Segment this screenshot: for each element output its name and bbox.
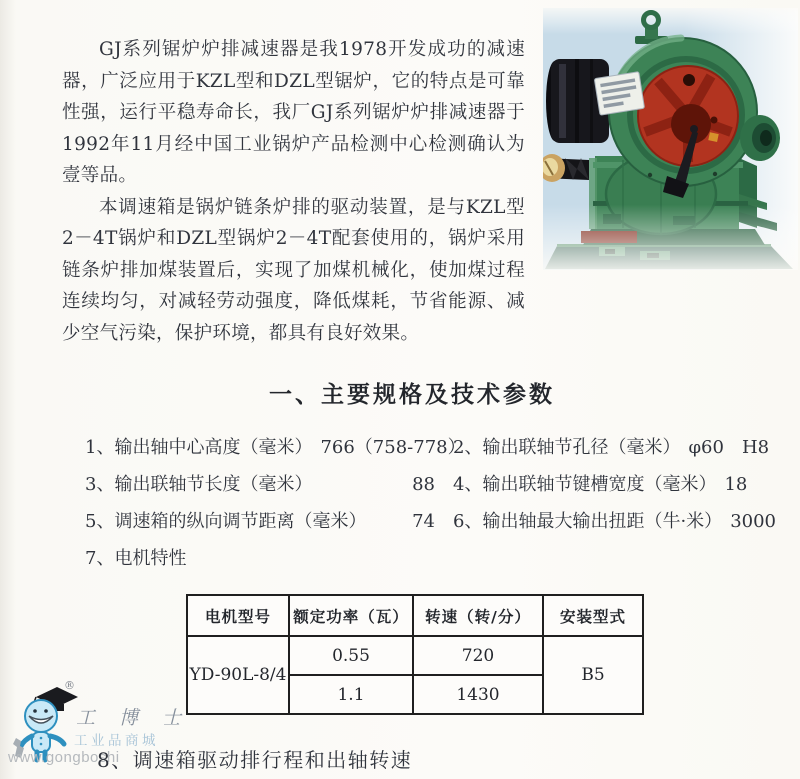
spec-value: 18	[724, 474, 748, 495]
header-mount-type: 安装型式	[543, 595, 643, 636]
footnote-line: 8、调速箱驱动排行程和出轴转速	[97, 748, 413, 772]
registered-mark: ®	[64, 679, 75, 692]
spec-label: 7、电机特性	[85, 548, 187, 569]
spec-value: 88	[412, 474, 435, 495]
cell-mount-type: B5	[543, 636, 643, 714]
spec-label: 4、输出联轴节键槽宽度（毫米）	[453, 474, 717, 495]
header-speed: 转速（转/分）	[413, 595, 543, 636]
spec-item-3	[85, 473, 435, 497]
table-header-row	[187, 595, 643, 636]
intro-paragraph-2: 本调速箱是锅炉链条炉排的驱动装置，是与KZL型2－4T锅炉和DZL型锅炉2－4T配套使用的，锅炉采用链条炉排加煤装置后，实现了加煤机械化，使加煤过程连续均匀，对减轻劳动强度，降低煤耗，节省能源、减少空气污染，保护环境，都具有良好效果。	[62, 196, 525, 344]
cell-power-1: 0.55	[289, 636, 413, 675]
table-row	[187, 636, 643, 675]
spec-label: 6、输出轴最大输出扭距（牛·米）	[453, 511, 723, 532]
spec-item-6	[453, 510, 776, 534]
spec-value: 74	[412, 511, 435, 532]
spec-item-2	[453, 436, 770, 460]
spec-label: 2、输出联轴节孔径（毫米）	[453, 437, 681, 458]
intro-text	[62, 34, 525, 349]
spec-label: 1、输出轴中心高度（毫米）	[85, 437, 313, 458]
spec-label: 5、调速箱的纵向调节距离（毫米）	[85, 511, 367, 532]
section-heading: 一、主要规格及技术参数	[269, 382, 555, 408]
cell-power-2: 1.1	[289, 675, 413, 714]
cell-motor-model: YD-90L-8/4	[187, 636, 289, 714]
cell-speed-1: 720	[413, 636, 543, 675]
spec-item-7	[85, 547, 435, 571]
cell-speed-2: 1430	[413, 675, 543, 714]
gear-reducer-illustration	[543, 8, 798, 270]
spec-item-1	[85, 436, 466, 460]
spec-value: φ60 H8	[688, 437, 770, 458]
spec-item-4	[453, 473, 748, 497]
spec-value: 3000	[730, 511, 776, 532]
spec-label: 3、输出联轴节长度（毫米）	[85, 474, 313, 495]
intro-paragraph-1: GJ系列锯炉炉排减速器是我1978开发成功的减速器，广泛应用于KZL型和DZL型锯炉，它的特点是可靠性强，运行平稳寿命长，我厂GJ系列锯炉炉排减速器于1992年11月经中国工业锅炉产品检测中心检测确认为壹等品。	[62, 39, 525, 186]
product-photo	[543, 8, 798, 270]
watermark-brand: 工 博 士	[76, 707, 191, 729]
watermark-subtitle: 工业品商城	[74, 733, 159, 749]
spec-item-5	[85, 510, 435, 534]
spec-list	[85, 436, 776, 571]
header-rated-power: 额定功率（瓦）	[289, 595, 413, 636]
header-motor-model: 电机型号	[187, 595, 289, 636]
watermark-url: www.gongboshi	[8, 749, 120, 766]
spec-value: 766（758-778）	[320, 437, 466, 458]
